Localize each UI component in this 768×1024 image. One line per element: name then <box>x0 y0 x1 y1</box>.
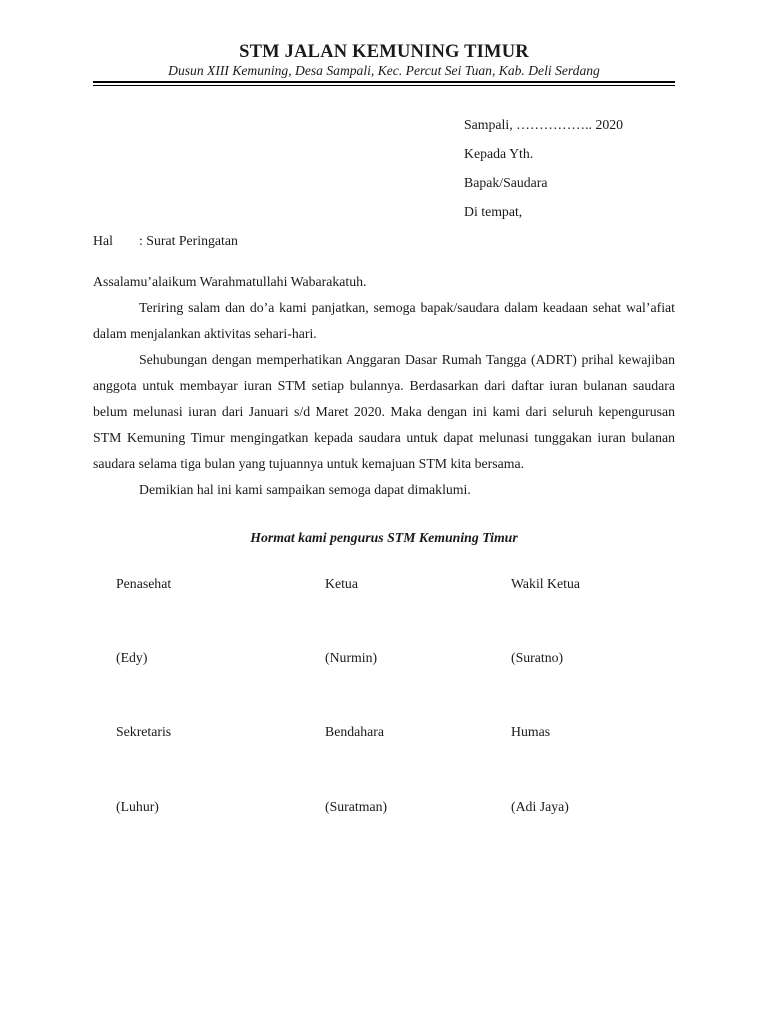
role-humas: Humas <box>511 724 551 739</box>
name-wakil-ketua: (Suratno) <box>511 650 564 665</box>
recipient-name: Bapak/Saudara <box>464 175 548 190</box>
closing-line: Hormat kami pengurus STM Kemuning Timur <box>250 530 518 545</box>
role-wakil-ketua: Wakil Ketua <box>511 576 580 591</box>
paragraph-closing: Demikian hal ini kami sampaikan semoga dapat dimaklumi. <box>139 482 471 497</box>
name-bendahara: (Suratman) <box>325 799 388 814</box>
name-humas: (Adi Jaya) <box>511 799 569 814</box>
place-date: Sampali, …………….. 2020 <box>464 117 624 132</box>
role-penasehat: Penasehat <box>116 576 172 591</box>
subject-label: Hal <box>93 233 113 248</box>
greeting: Assalamu’alaikum Warahmatullahi Wabarakatuh. <box>93 274 367 289</box>
letterhead-divider-thick <box>93 81 675 83</box>
subject-value: : Surat Peringatan <box>139 233 238 248</box>
letterhead-address: Dusun XIII Kemuning, Desa Sampali, Kec. Percut Sei Tuan, Kab. Deli Serdang <box>168 63 600 78</box>
name-sekretaris: (Luhur) <box>116 799 159 814</box>
letterhead-divider-thin <box>93 85 675 86</box>
role-bendahara: Bendahara <box>325 724 384 739</box>
paragraph-main: Sehubungan dengan memperhatikan Anggaran Dasar Rumah Tangga (ADRT) prihal kewajiban anggota untuk membayar iuran STM setiap bulannya. Berdasarkan dari daftar iuran bulanan saudara belum melunasi iuran dari Januari s/d Maret 2020. Maka dengan ini kami dari seluruh kepengurusan STM Kemuning Timur mengingatkan kepada saudara untuk dapat melunasi tunggakan iuran bulanan saudara selama tiga bulan yang tujuannya untuk kemajuan STM kita bersama. <box>93 352 675 471</box>
role-ketua: Ketua <box>325 576 358 591</box>
role-sekretaris: Sekretaris <box>116 724 172 739</box>
name-penasehat: (Edy) <box>116 650 148 665</box>
name-ketua: (Nurmin) <box>325 650 378 665</box>
letterhead-title: STM JALAN KEMUNING TIMUR <box>239 42 529 62</box>
paragraph-opening: Teriring salam dan do’a kami panjatkan, semoga bapak/saudara dalam keadaan sehat wal’afiat dalam menjalankan aktivitas sehari-hari. <box>93 300 675 341</box>
recipient-to: Kepada Yth. <box>464 146 534 161</box>
letter-body <box>93 269 675 503</box>
recipient-location: Di tempat, <box>464 204 523 219</box>
